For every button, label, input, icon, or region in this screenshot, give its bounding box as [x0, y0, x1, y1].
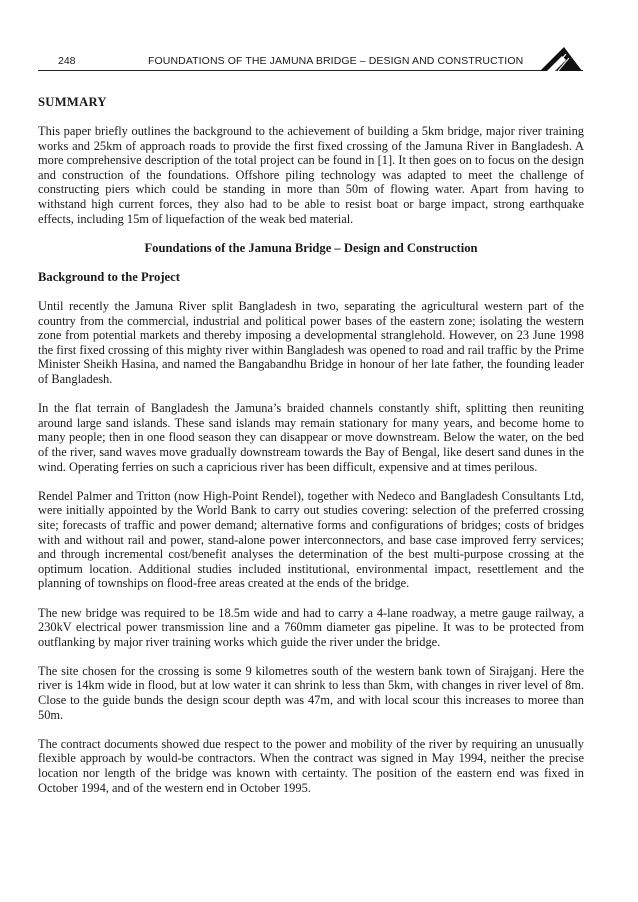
- summary-heading: SUMMARY: [38, 95, 107, 109]
- section-heading: Background to the Project: [38, 269, 180, 284]
- publisher-logo-icon: [538, 46, 584, 72]
- body-paragraph: Until recently the Jamuna River split Bangladesh in two, separating the agricultural western part of the country from the commercial, industrial and political power bases of the eastern zone; isolating the western zone from potential markets and thereby imposing a developmental stranglehold. However, on 23 June 1998 the first fixed crossing of this mighty river within Bangladesh was opened to road and rail traffic by the Prime Minister Sheikh Hasina, and named the Bangabandhu Bridge in honour of her late father, the founding leader of Bangladesh.: [38, 299, 584, 386]
- running-header: [38, 50, 584, 72]
- body-paragraph: The contract documents showed due respect to the power and mobility of the river by requiring an unusually flexible approach by would-be contractors. When the contract was signed in May 1994, neither the precise location nor length of the bridge was known with certainty. The position of the eastern end was fixed in October 1994, and of the western end in October 1995.: [38, 736, 584, 795]
- body-paragraph: The new bridge was required to be 18.5m wide and had to carry a 4-lane roadway, a metre gauge railway, a 230kV electrical power transmission line and a 760mm diameter gas pipeline. It was to be protected from outflanking by major river training works which guide the river under the bridge.: [38, 605, 584, 649]
- page-body: [38, 95, 584, 810]
- body-paragraph: Rendel Palmer and Tritton (now High-Point Rendel), together with Nedeco and Bangladesh Consultants Ltd, were initially appointed by the World Bank to carry out studies covering: selection of the preferred crossing site; forecasts of traffic and power demand; alternative forms and configurations of bridges; costs of bridges with and without rail and power, stand-alone power interconnectors, and base case improved ferry services; and through incremental cost/benefit analyses the determination of the best multi-purpose crossing at the optimum location. Additional studies included institutional, environmental impact, resettlement and the planning of townships on flood-free areas created at the ends of the bridge.: [38, 488, 584, 591]
- header-rule: [38, 70, 583, 71]
- summary-paragraph: This paper briefly outlines the background to the achievement of building a 5km bridge, major river training works and 25km of approach roads to provide the first fixed crossing of the Jamuna River in Bangladesh. A more comprehensive description of the total project can be found in [1]. It then goes on to focus on the design and construction of the foundations. Offshore piling technology was adapted to meet the challenge of constructing piers which could be standing in more than 50m of flowing water. Apart from having to withstand high current forces, they also had to be able to resist boat or barge impact, strong earthquake effects, including 15m of liquefaction of the weak bed material.: [38, 124, 584, 226]
- body-paragraph: The site chosen for the crossing is some 9 kilometres south of the western bank town of Sirajganj. Here the river is 14km wide in flood, but at low water it can shrink to less than 5km, with changes in river level of 8m. Close to the guide bunds the design scour depth was 47m, and with local scour this increases to moree than 50m.: [38, 663, 584, 722]
- body-paragraph: In the flat terrain of Bangladesh the Jamuna’s braided channels constantly shift, splitting then reuniting around large sand islands. These sand islands may remain stationary for many years, and become home to many people; then in one flood season they can disappear or move downstream. Below the water, on the bed of the river, sand waves move gradually downstream towards the Bay of Bengal, like desert sand dunes in the wind. Operating ferries on such a capricious river has been difficult, expensive and at times perilous.: [38, 401, 584, 474]
- page-number: 248: [58, 55, 76, 67]
- running-title: FOUNDATIONS OF THE JAMUNA BRIDGE – DESIGN AND CONSTRUCTION: [148, 55, 524, 67]
- paper-title: Foundations of the Jamuna Bridge – Design and Construction: [144, 240, 478, 255]
